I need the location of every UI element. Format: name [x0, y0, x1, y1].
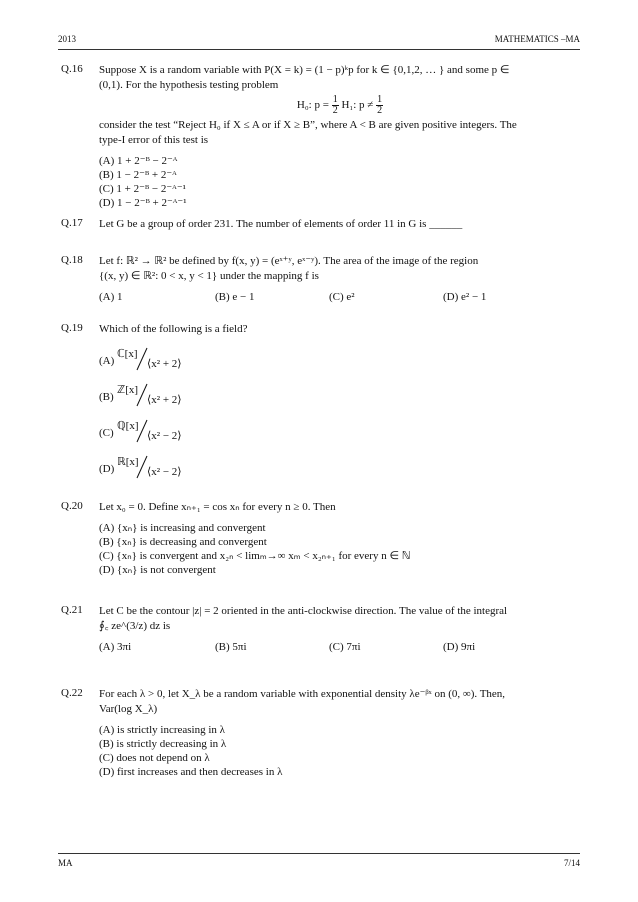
question-number: Q.21 [61, 604, 83, 616]
option-b: (B) 5πi [215, 641, 247, 653]
question-text: Let G be a group of order 231. The number of elements of order 11 in G is ______ [99, 218, 463, 230]
options-list [99, 723, 581, 779]
option-a [99, 347, 581, 373]
option-a: (A) 1 + 2⁻ᴮ − 2⁻ᴬ [99, 155, 178, 167]
question-19 [61, 322, 581, 481]
option-label: (B) [99, 391, 114, 403]
option-c: (C) {xₙ} is convergent and x₂ₙ < limₘ→∞ xₘ < x₂ₙ₊₁ for every n ∈ ℕ [99, 550, 411, 562]
question-text: Let f: ℝ² → ℝ² be defined by f(x, y) = (eˣ⁺ʸ, eˣ⁻ʸ). The area of the image of the region [99, 255, 479, 267]
option-d: (D) first increases and then decreases in λ [99, 766, 283, 778]
question-20 [61, 500, 581, 577]
footer-code: MA [58, 858, 73, 868]
option-b: (B) 1 − 2⁻ᴮ + 2⁻ᴬ [99, 169, 177, 181]
option-c: (C) does not depend on λ [99, 752, 210, 764]
question-text: (0,1). For the hypothesis testing problem [99, 79, 279, 91]
option-label: (D) [99, 463, 115, 475]
question-text: Var(log X_λ) [99, 703, 158, 715]
quotient-numerator: ℤ[x] [117, 384, 139, 396]
option-b: (B) is strictly decreasing in λ [99, 738, 227, 750]
eq-h0: H₀: p = [296, 99, 329, 112]
option-c: (C) e² [329, 291, 355, 303]
option-a: (A) {xₙ} is increasing and convergent [99, 522, 266, 534]
question-text: ∮꜀ ze^(3/z) dz is [99, 620, 171, 632]
option-label: (C) [99, 427, 114, 439]
question-text: type-I error of this test is [99, 134, 209, 146]
option-a: (A) is strictly increasing in λ [99, 724, 226, 736]
options-row [99, 640, 581, 656]
option-d [99, 455, 581, 481]
header-year: 2013 [58, 34, 76, 44]
question-number: Q.22 [61, 687, 83, 699]
options-list [99, 521, 581, 577]
option-c: (C) 7πi [329, 641, 361, 653]
question-number: Q.16 [61, 63, 83, 75]
option-d: (D) 1 − 2⁻ᴮ + 2⁻ᴬ⁻¹ [99, 197, 187, 209]
question-text: Which of the following is a field? [99, 323, 248, 335]
question-text: Let x₀ = 0. Define xₙ₊₁ = cos xₙ for every n ≥ 0. Then [99, 501, 336, 513]
page-header [58, 34, 580, 48]
quotient-denominator: ⟨x² − 2⟩ [147, 430, 182, 442]
hypothesis-equation [99, 95, 581, 116]
question-text: Let C be the contour |z| = 2 oriented in the anti-clockwise direction. The value of the integral [99, 605, 508, 617]
option-a: (A) 1 [99, 291, 123, 303]
question-text: consider the test “Reject H₀ if X ≤ A or if X ≥ B”, where A < B are given positive integers. The [99, 119, 517, 131]
question-text: {(x, y) ∈ ℝ²: 0 < x, y < 1} under the mapping f is [99, 270, 319, 282]
option-label: (A) [99, 355, 115, 367]
question-16 [61, 63, 581, 210]
question-number: Q.20 [61, 500, 83, 512]
option-a: (A) 3πi [99, 641, 132, 653]
page-number: 7/14 [563, 858, 580, 868]
footer-rule [58, 853, 580, 854]
quotient-numerator: ℚ[x] [117, 420, 139, 432]
options-row [99, 290, 581, 306]
quotient-numerator: ℂ[x] [117, 348, 138, 360]
question-text: Suppose X is a random variable with P(X = k) = (1 − p)ᵏp for k ∈ {0,1,2, … } and some p ∈ [99, 64, 510, 76]
question-number: Q.17 [61, 217, 83, 229]
option-b: (B) {xₙ} is decreasing and convergent [99, 536, 267, 548]
question-17 [61, 217, 581, 232]
question-text: For each λ > 0, let X_λ be a random variable with exponential density λe⁻ᵝˣ on (0, ∞). Then, [99, 688, 506, 700]
question-21 [61, 604, 581, 656]
fraction: $\frac{1}{2}$ [377, 94, 383, 116]
option-c [99, 419, 581, 445]
option-b [99, 383, 581, 409]
question-18 [61, 254, 581, 306]
question-22 [61, 687, 581, 779]
option-b: (B) e − 1 [215, 291, 255, 303]
header-subject: MATHEMATICS –MA [494, 34, 580, 44]
options-list [99, 154, 581, 210]
fraction: $\frac{1}{2}$ [332, 94, 338, 116]
option-d: (D) 9πi [443, 641, 476, 653]
header-rule [58, 49, 580, 50]
quotient-numerator: ℝ[x] [117, 456, 139, 468]
quotient-denominator: ⟨x² − 2⟩ [147, 466, 182, 478]
option-c: (C) 1 + 2⁻ᴮ − 2⁻ᴬ⁻¹ [99, 183, 186, 195]
option-d: (D) {xₙ} is not convergent [99, 564, 216, 576]
eq-h1: H₁: p ≠ [341, 99, 374, 112]
question-number: Q.19 [61, 322, 83, 334]
quotient-denominator: ⟨x² + 2⟩ [147, 358, 182, 370]
option-d: (D) e² − 1 [443, 291, 487, 303]
quotient-denominator: ⟨x² + 2⟩ [147, 394, 182, 406]
question-number: Q.18 [61, 254, 83, 266]
